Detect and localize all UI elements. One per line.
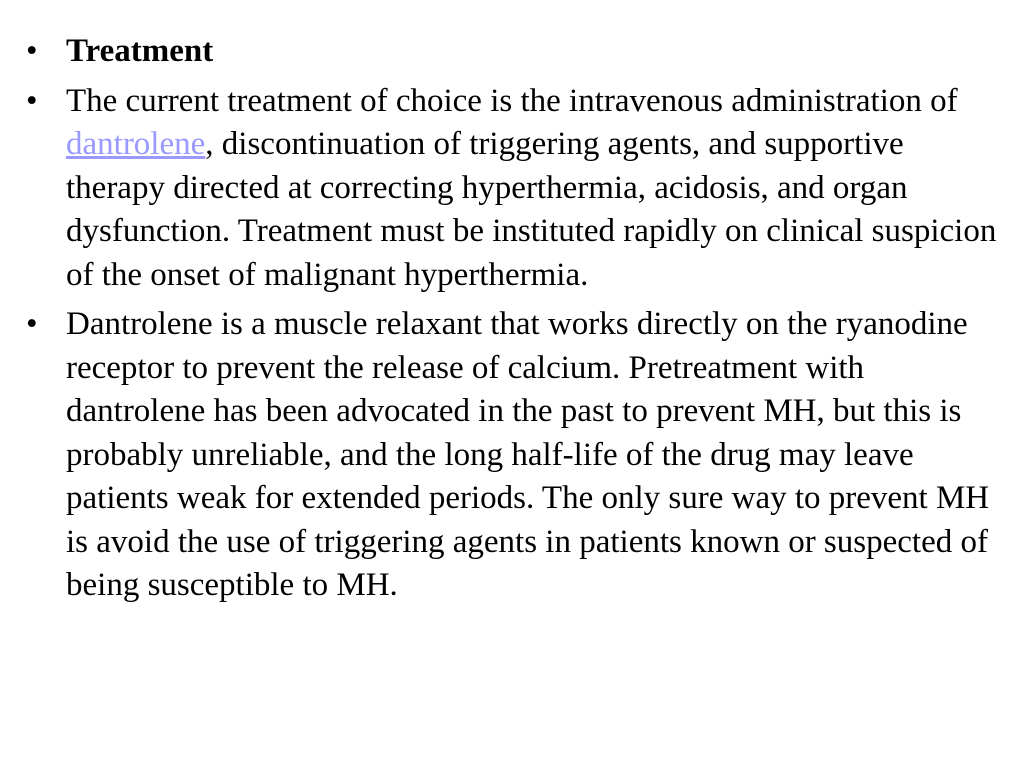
paragraph-text-before-link: The current treatment of choice is the intravenous administration of xyxy=(66,82,958,119)
bullet-dot-icon: • xyxy=(26,82,38,119)
bullet-item-dantrolene-description xyxy=(0,303,1024,608)
paragraph-text-after-link: , discontinuation of triggering agents, and supportive therapy directed at correcting hyperthermia, acidosis, and organ dysfunction. Treatment must be instituted rapidly on clinical suspicion of the onset of malignant hyperthermia. xyxy=(66,126,997,293)
bullet-list xyxy=(0,30,1024,614)
paragraph-text: Dantrolene is a muscle relaxant that works directly on the ryanodine receptor to prevent the release of calcium. Pretreatment with dantrolene has been advocated in the past to prevent MH, but this is probably unreliable, and the long half-life of the drug may leave patients weak for extended periods. The only sure way to prevent MH is avoid the use of triggering agents in patients known or suspected of being susceptible to MH. xyxy=(66,306,990,603)
section-heading: Treatment xyxy=(66,33,214,69)
bullet-item-heading xyxy=(0,30,1024,74)
dantrolene-link[interactable]: dantrolene xyxy=(66,126,206,162)
bullet-item-treatment-choice xyxy=(0,80,1024,298)
bullet-dot-icon: • xyxy=(26,33,38,69)
bullet-dot-icon: • xyxy=(26,306,38,342)
